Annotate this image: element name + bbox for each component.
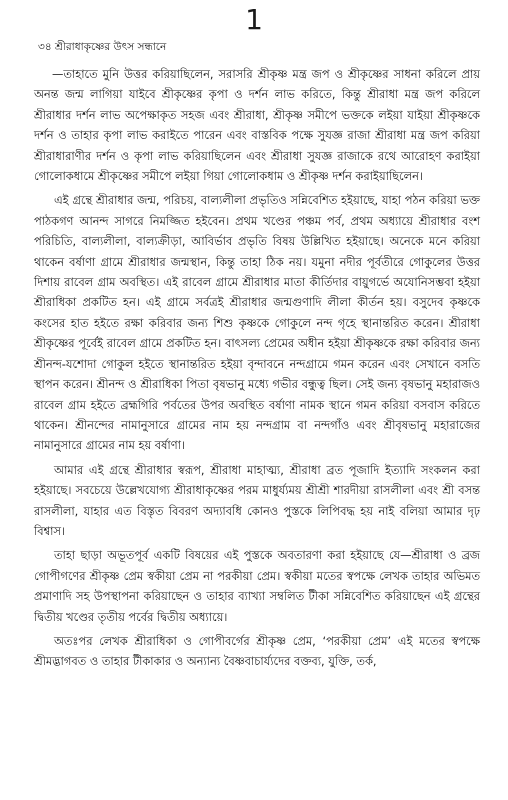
paragraph: অতঃপর লেখক শ্রীরাধিকা ও গোপীবর্গের শ্রীকৃষ্ণ প্রেম, ‘পরকীয়া প্রেম’ এই মতের স্বপক্ষে শ্রীমদ্ভাগবত ও তাহার টীকাকার ও অন্যান্য বৈষ্ণবাচার্য্যদের বক্তব্য, যুক্তি, তর্ক,: [34, 633, 480, 669]
body-text: [34, 64, 480, 676]
paragraph: আমার এই গ্রন্থে শ্রীরাধার স্বরূপ, শ্রীরাধা মাহাত্ম্য, শ্রীরাধা ব্রত পূজাদি ইত্যাদি সংকলন করা হইয়াছে। সবচেয়ে উল্লেখযোগ্য শ্রীরাধাকৃষ্ণের পরম মাধুর্য্যময় শ্রীশ্রী শারদীয়া রাসলীলা এবং শ্রী বসন্ত রাসলীলা, যাহার এত বিস্তৃত বিবরণ অদ্যাবধি কোনও পুস্তকে লিপিবদ্ধ হয় নাই বলিয়া আমার দৃঢ় বিশ্বাস।: [34, 462, 480, 538]
paragraph: এই গ্রন্থে শ্রীরাধার জন্ম, পরিচয়, বাল্যলীলা প্রভৃতিও সন্নিবেশিত হইয়াছে, যাহা পঠন করিয়া ভক্ত পাঠকগণ আনন্দ সাগরে নিমজ্জিত হইবেন। প্রথম খণ্ডের পঞ্চম পর্ব, প্রথম অধ্যায়ে শ্রীরাধার বংশ পরিচিতি, বাল্যলীলা, বাল্যক্রীড়া, আবির্ভাব প্রভৃতি বিষয় উল্লিখিত হইয়াছে। অনেকে মনে করিয়া থাকেন বর্ষাণা গ্রামে শ্রীরাধার জন্মস্থান, কিন্তু তাহা ঠিক নয়। যমুনা নদীর পূর্বতীরে গোকুলের উত্তর দিশায় রাবেল গ্রাম অবস্থিত। এই রাবেল গ্রামে শ্রীরাধার মাতা কীর্তিদার বায়ুগর্ভে অযোনিসম্ভবা হইয়া শ্রীরাধিকা প্রকটিত হন। এই গ্রামে সর্বত্রই শ্রীরাধার জন্মগুণাদি লীলা কীর্তন হয়। বসুদেব কৃষ্ণকে কংসের হাত হইতে রক্ষা করিবার জন্য শিশু কৃষ্ণকে গোকুলে নন্দ গৃহে স্থানান্তরিত করেন। শ্রীরাধা শ্রীকৃষ্ণের পূর্বেই রাবেল গ্রামে প্রকটিত হন। বাৎসল্য প্রেমের অধীন হইয়া শ্রীকৃষ্ণকে রক্ষা করিবার জন্য শ্রীনন্দ-যশোদা গোকুল হইতে স্থানান্তরিত হইয়া বৃন্দাবনে নন্দগ্রামে গমন করেন এবং সেখানে বসতি স্থাপন করেন। শ্রীনন্দ ও শ্রীরাধিকা পিতা বৃষভানু মধ্যে গভীর বন্ধুত্ব ছিল। সেই জন্য বৃষভানু মহারাজও রাবেল গ্রাম হইতে ব্রহ্মগিরি পর্বতের উপর অবস্থিত বর্ষাণা নামক স্থানে গমন করিয়া বসবাস করিতে থাকেন। শ্রীনন্দের নামানুসারে গ্রামের নাম হয় নন্দগ্রাম বা নন্দগাঁও এবং শ্রীবৃষভানু মহারাজের নামানুসারে গ্রামের নাম হয় বর্ষাণা।: [34, 193, 480, 453]
paragraph: —তাহাতে মুনি উত্তর করিয়াছিলেন, সরাসরি শ্রীকৃষ্ণ মন্ত্র জপ ও শ্রীকৃষ্ণের সাধনা করিলে প্রায় অনন্ত জন্ম লাগিয়া যাইবে শ্রীকৃষ্ণের কৃপা ও দর্শন লাভ করিতে, কিন্তু শ্রীরাধা মন্ত্র জপ করিলে শ্রীরাধার দর্শন লাভ অপেক্ষাকৃত সহজ এবং শ্রীরাধা, শ্রীকৃষ্ণ সমীপে ভক্তকে লইয়া যাইয়া শ্রীকৃষ্ণকে দর্শন ও তাহার কৃপা লাভ করাইতে পারেন এবং বাস্তবিক পক্ষে সুযজ্ঞ রাজা শ্রীরাধা মন্ত্র জপ করিয়া শ্রীরাধারাণীর দর্শন ও কৃপা লাভ করিয়াছিলেন এবং শ্রীরাধা সুযজ্ঞ রাজাকে রথে আরোহণ করাইয়া গোলোকধামে শ্রীকৃষ্ণের সমীপে লইয়া গিয়া গোলোকধাম ও শ্রীকৃষ্ণ দর্শন করাইয়াছিলেন।: [34, 67, 480, 184]
paragraph: তাহা ছাড়া অভূতপূর্ব একটি বিষয়ের এই পুস্তকে অবতারণা করা হইয়াছে যে—শ্রীরাধা ও ব্রজ গোপীগণের শ্রীকৃষ্ণ প্রেম স্বকীয়া প্রেম না পরকীয়া প্রেম। স্বকীয়া মতের স্বপক্ষে লেখক তাহার অভিমত প্রমাণাদি সহ উপস্থাপনা করিয়াছেন ও তাহার ব্যাখ্যা সম্বলিত টীকা সন্নিবেশিত করিয়াছেন এই গ্রন্থের দ্বিতীয় খণ্ডের তৃতীয় পর্বের দ্বিতীয় অধ্যায়ে।: [34, 548, 480, 624]
running-head: ৩৪ শ্রীরাধাকৃষ্ণের উৎস সন্ধানে: [38, 41, 167, 53]
page-number: 1: [245, 3, 263, 36]
